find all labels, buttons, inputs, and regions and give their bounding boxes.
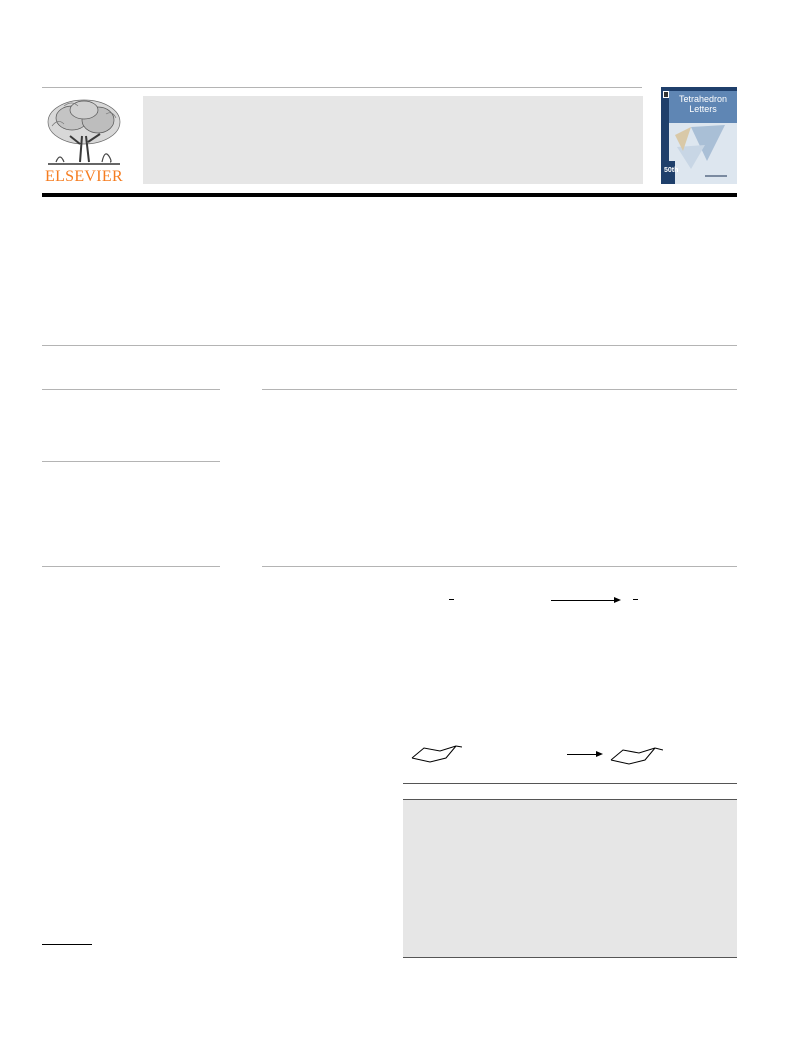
scheme-charge-minus-right [633, 599, 638, 600]
elsevier-tree-icon [42, 96, 126, 168]
cyclohexane-arrow [567, 754, 597, 755]
table-top-rule [403, 783, 737, 784]
article-info-top-rule [42, 389, 220, 390]
cover-badge: 50th [664, 167, 679, 174]
scheme-charge-minus-left [449, 599, 454, 600]
cyclohexane-product [609, 746, 663, 766]
results-table [403, 783, 737, 958]
top-rule [42, 87, 642, 88]
article-info-bottom-rule [42, 566, 220, 567]
title-block-rule [42, 345, 737, 346]
journal-cover [661, 87, 737, 184]
cover-title [671, 94, 735, 114]
publisher-wordmark: ELSEVIER [45, 168, 123, 185]
cyclohexane-reactant [410, 744, 462, 764]
abstract-top-rule [262, 389, 737, 390]
scheme-reaction-arrowhead [614, 597, 621, 603]
cover-title-line1: Tetrahedron [678, 94, 728, 104]
abstract-bottom-rule [262, 566, 737, 567]
cyclohexane-arrowhead [596, 751, 603, 757]
cover-title-line2: Letters [689, 104, 717, 114]
header-thick-rule [42, 193, 737, 197]
masthead-band [143, 96, 643, 184]
footnote-rule [42, 944, 92, 945]
scheme-reaction-arrow [551, 600, 615, 601]
keywords-top-rule [42, 461, 220, 462]
table-bottom-rule [403, 957, 737, 958]
table-body [403, 800, 737, 957]
